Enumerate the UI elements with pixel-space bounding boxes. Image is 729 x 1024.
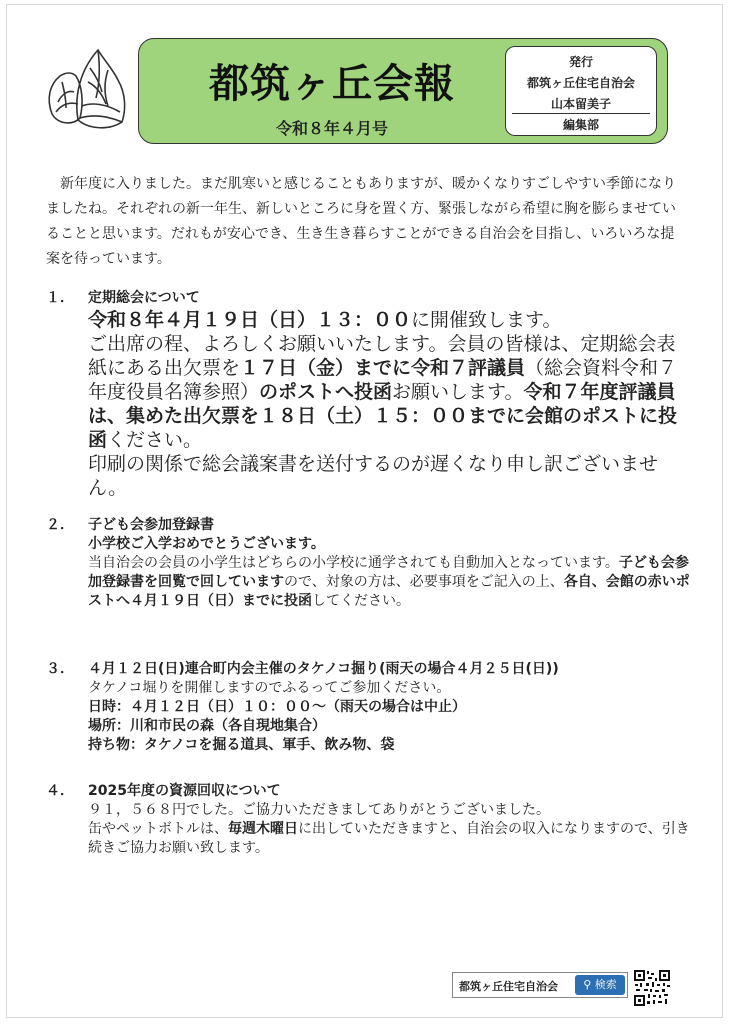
search-query: 都筑ヶ丘住宅自治会 bbox=[459, 980, 558, 993]
section-number: ４． bbox=[46, 783, 74, 799]
section-number: ２． bbox=[46, 517, 74, 533]
emphasis-text: 各自、会館の赤いポストへ４月１９日（日）までに投函 bbox=[88, 574, 690, 609]
event-location: 場所：川和市民の森（各自現地集合） bbox=[88, 718, 326, 734]
search-button[interactable] bbox=[575, 975, 625, 995]
event-datetime: 日時：４月１２日（日）１０：００～（雨天の場合は中止） bbox=[88, 699, 466, 715]
emphasis-text: のポストへ投函 bbox=[259, 381, 393, 403]
section-number: ３． bbox=[46, 661, 74, 677]
publisher-person: 山本留美子 bbox=[550, 97, 611, 111]
emphasis-text: 令和７年度評議員は、集めた出欠票を１８日（土）１５：００までに会館のポストに投函 bbox=[88, 381, 678, 451]
text: ください。 bbox=[107, 429, 203, 451]
text: ４月１２日(日)連合町内会主催の bbox=[88, 661, 297, 677]
text: ご出席の程、よろしくお願いいたします。会員の皆様は、定期総会表紙にある出欠票を bbox=[88, 333, 676, 379]
meeting-date: 令和８年４月１９日（日）１３：００ bbox=[88, 309, 412, 331]
newsletter-title: 都筑ヶ丘会報 bbox=[209, 61, 455, 107]
search-icon: ⚲ bbox=[583, 978, 592, 991]
section-title: 2025年度の資源回収について bbox=[88, 783, 281, 799]
publisher-divider bbox=[512, 113, 650, 114]
publisher-dept: 編集部 bbox=[562, 118, 599, 132]
intro-text: 新年度に入りました。まだ肌寒いと感じることもありますが、暖かくなりすごしやすい季節になりましたね。それぞれの新一年生、新しいところに身を置く方、緊張しながら希望に胸を膨らませていることと思います。だれもが安心でき、生き生き暮らすことができる自治会を目指し、いろいろな提案を待っています。 bbox=[46, 176, 676, 267]
publisher-label: 発行 bbox=[568, 55, 593, 69]
intro-paragraph bbox=[46, 172, 686, 272]
bamboo-shoot-icon bbox=[44, 46, 132, 134]
text: してください。 bbox=[312, 593, 410, 609]
section-title bbox=[88, 660, 693, 679]
emphasis-text: 子ども会参加登録書を回覧で回しています bbox=[88, 555, 689, 590]
publisher-box bbox=[505, 46, 657, 136]
section-title: 定期総会について bbox=[88, 290, 200, 306]
section-subtitle: 小学校ご入学おめでとうございます。 bbox=[88, 536, 325, 552]
section-body bbox=[88, 308, 693, 500]
text: 当自治会の会員の小学生はどちらの小学校に通学されても自動加入となっています。 bbox=[88, 555, 619, 571]
search-button-label: 検索 bbox=[594, 978, 617, 991]
event-items: 持ち物：タケノコを掘る道具、軍手、飲み物、袋 bbox=[88, 737, 395, 753]
qr-code-icon bbox=[633, 969, 671, 1007]
deadline-text: １７日（金）までに令和７評議員 bbox=[240, 357, 526, 379]
rain-date: (雨天の場合４月２５日(日)) bbox=[379, 661, 559, 677]
page-border bbox=[6, 4, 723, 1018]
text: お願いします。 bbox=[392, 381, 524, 403]
section-number: １． bbox=[46, 290, 74, 306]
text: 缶やペットボトルは、 bbox=[88, 821, 228, 837]
collection-day: 毎週木曜日 bbox=[228, 821, 298, 837]
text: に出していただきますと、自治会の収入になりますので、引き続きご協力お願い致します。 bbox=[88, 821, 690, 856]
section-title: 子ども会参加登録書 bbox=[88, 517, 214, 533]
event-invite: タケノコ堀りを開催しますのでふるってご参加ください。 bbox=[88, 680, 451, 696]
section-body bbox=[88, 820, 693, 858]
text: に開催致します。 bbox=[411, 309, 562, 331]
text: 印刷の関係で総会議案書を送付するのが遅くなり申し訳ございません。 bbox=[88, 453, 659, 499]
publisher-org: 都筑ヶ丘住宅自治会 bbox=[526, 76, 635, 90]
issue-date: 令和８年４月号 bbox=[275, 119, 388, 138]
event-name: タケノコ掘り bbox=[296, 661, 380, 677]
recycling-amount: ９１，５６８円でした。ご協力いただきましてありがとうございました。 bbox=[88, 802, 550, 818]
text: （総会資料令和７年度役員名簿参照） bbox=[88, 357, 678, 403]
section-body bbox=[88, 554, 693, 611]
text: ので、対象の方は、必要事項をご記入の上、 bbox=[284, 574, 564, 590]
